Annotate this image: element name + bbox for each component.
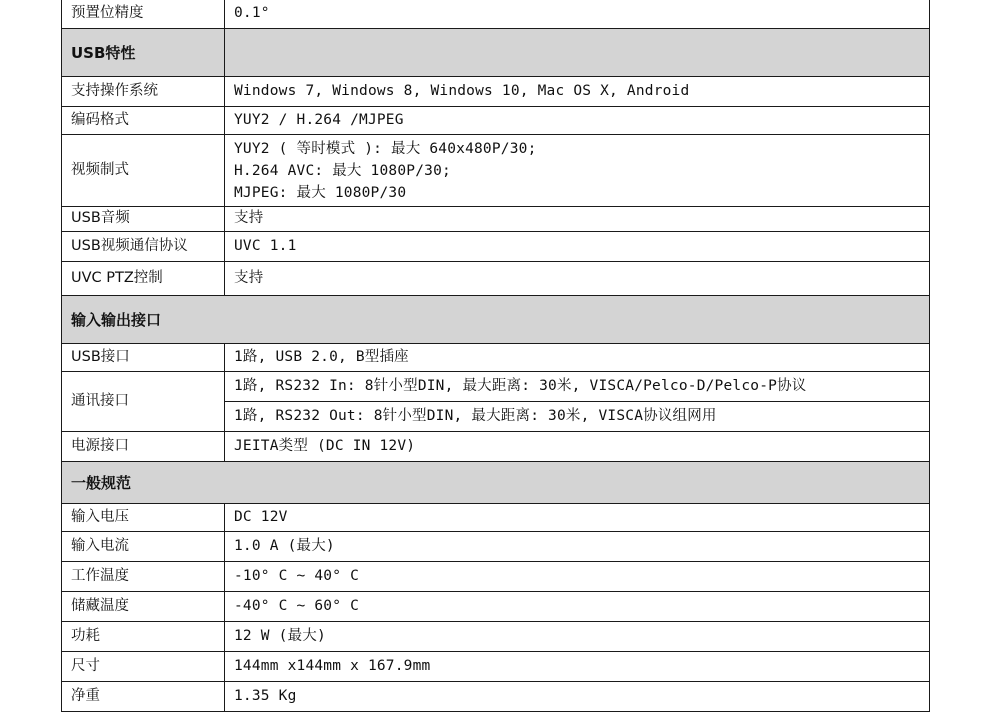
row-label: 尺寸 xyxy=(62,652,225,682)
row-label: 支持操作系统 xyxy=(62,77,225,107)
table-row xyxy=(62,207,930,232)
row-label: UVC PTZ控制 xyxy=(62,262,225,296)
row-value: 1路, RS232 In: 8针小型DIN, 最大距离: 30米, VISCA/Pelco-D/Pelco-P协议 xyxy=(225,372,930,402)
row-label: 预置位精度 xyxy=(62,0,225,29)
section-header-general xyxy=(62,462,930,504)
row-value-multiline xyxy=(225,135,930,207)
row-value: 144mm x144mm x 167.9mm xyxy=(225,652,930,682)
table-row xyxy=(62,232,930,262)
row-value: -10° C ~ 40° C xyxy=(225,562,930,592)
row-value: -40° C ~ 60° C xyxy=(225,592,930,622)
table-row xyxy=(62,562,930,592)
table-row xyxy=(62,504,930,532)
table-row xyxy=(62,532,930,562)
row-label: USB视频通信协议 xyxy=(62,232,225,262)
row-label: 工作温度 xyxy=(62,562,225,592)
row-value: 1.0 A (最大) xyxy=(225,532,930,562)
row-value: 1.35 Kg xyxy=(225,682,930,712)
section-header-usb xyxy=(62,29,930,77)
table-row xyxy=(62,682,930,712)
row-label: 输入电流 xyxy=(62,532,225,562)
row-label: 编码格式 xyxy=(62,107,225,135)
row-label: 储藏温度 xyxy=(62,592,225,622)
section-title: USB特性 xyxy=(62,29,225,77)
row-label: USB接口 xyxy=(62,344,225,372)
section-title: 输入输出接口 xyxy=(62,296,930,344)
row-value: Windows 7, Windows 8, Windows 10, Mac OS X, Android xyxy=(225,77,930,107)
table-row xyxy=(62,592,930,622)
row-value: 12 W (最大) xyxy=(225,622,930,652)
table-row xyxy=(62,135,930,207)
row-value: 1路, RS232 Out: 8针小型DIN, 最大距离: 30米, VISCA协议组网用 xyxy=(225,402,930,432)
section-title: 一般规范 xyxy=(62,462,930,504)
table-row xyxy=(62,0,930,29)
value-line: H.264 AVC: 最大 1080P/30; xyxy=(234,162,451,179)
row-value: 支持 xyxy=(225,262,930,296)
table-row xyxy=(62,107,930,135)
row-label: 功耗 xyxy=(62,622,225,652)
table-row xyxy=(62,262,930,296)
row-label: 视频制式 xyxy=(62,135,225,207)
value-line: MJPEG: 最大 1080P/30 xyxy=(234,184,407,201)
table-row xyxy=(62,344,930,372)
table-row xyxy=(62,432,930,462)
row-value: JEITA类型 (DC IN 12V) xyxy=(225,432,930,462)
row-value: 支持 xyxy=(225,207,930,232)
table-row xyxy=(62,372,930,402)
row-value: 1路, USB 2.0, B型插座 xyxy=(225,344,930,372)
row-label: USB音频 xyxy=(62,207,225,232)
section-header-io xyxy=(62,296,930,344)
value-line: YUY2 ( 等时模式 ): 最大 640x480P/30; xyxy=(234,140,537,157)
row-label: 净重 xyxy=(62,682,225,712)
row-value: YUY2 / H.264 /MJPEG xyxy=(225,107,930,135)
row-label: 输入电压 xyxy=(62,504,225,532)
table-row xyxy=(62,652,930,682)
row-value: UVC 1.1 xyxy=(225,232,930,262)
spec-table xyxy=(61,0,930,712)
row-label: 通讯接口 xyxy=(62,372,225,432)
row-value: 0.1° xyxy=(225,0,930,29)
row-label: 电源接口 xyxy=(62,432,225,462)
row-value: DC 12V xyxy=(225,504,930,532)
table-row xyxy=(62,622,930,652)
table-row xyxy=(62,77,930,107)
